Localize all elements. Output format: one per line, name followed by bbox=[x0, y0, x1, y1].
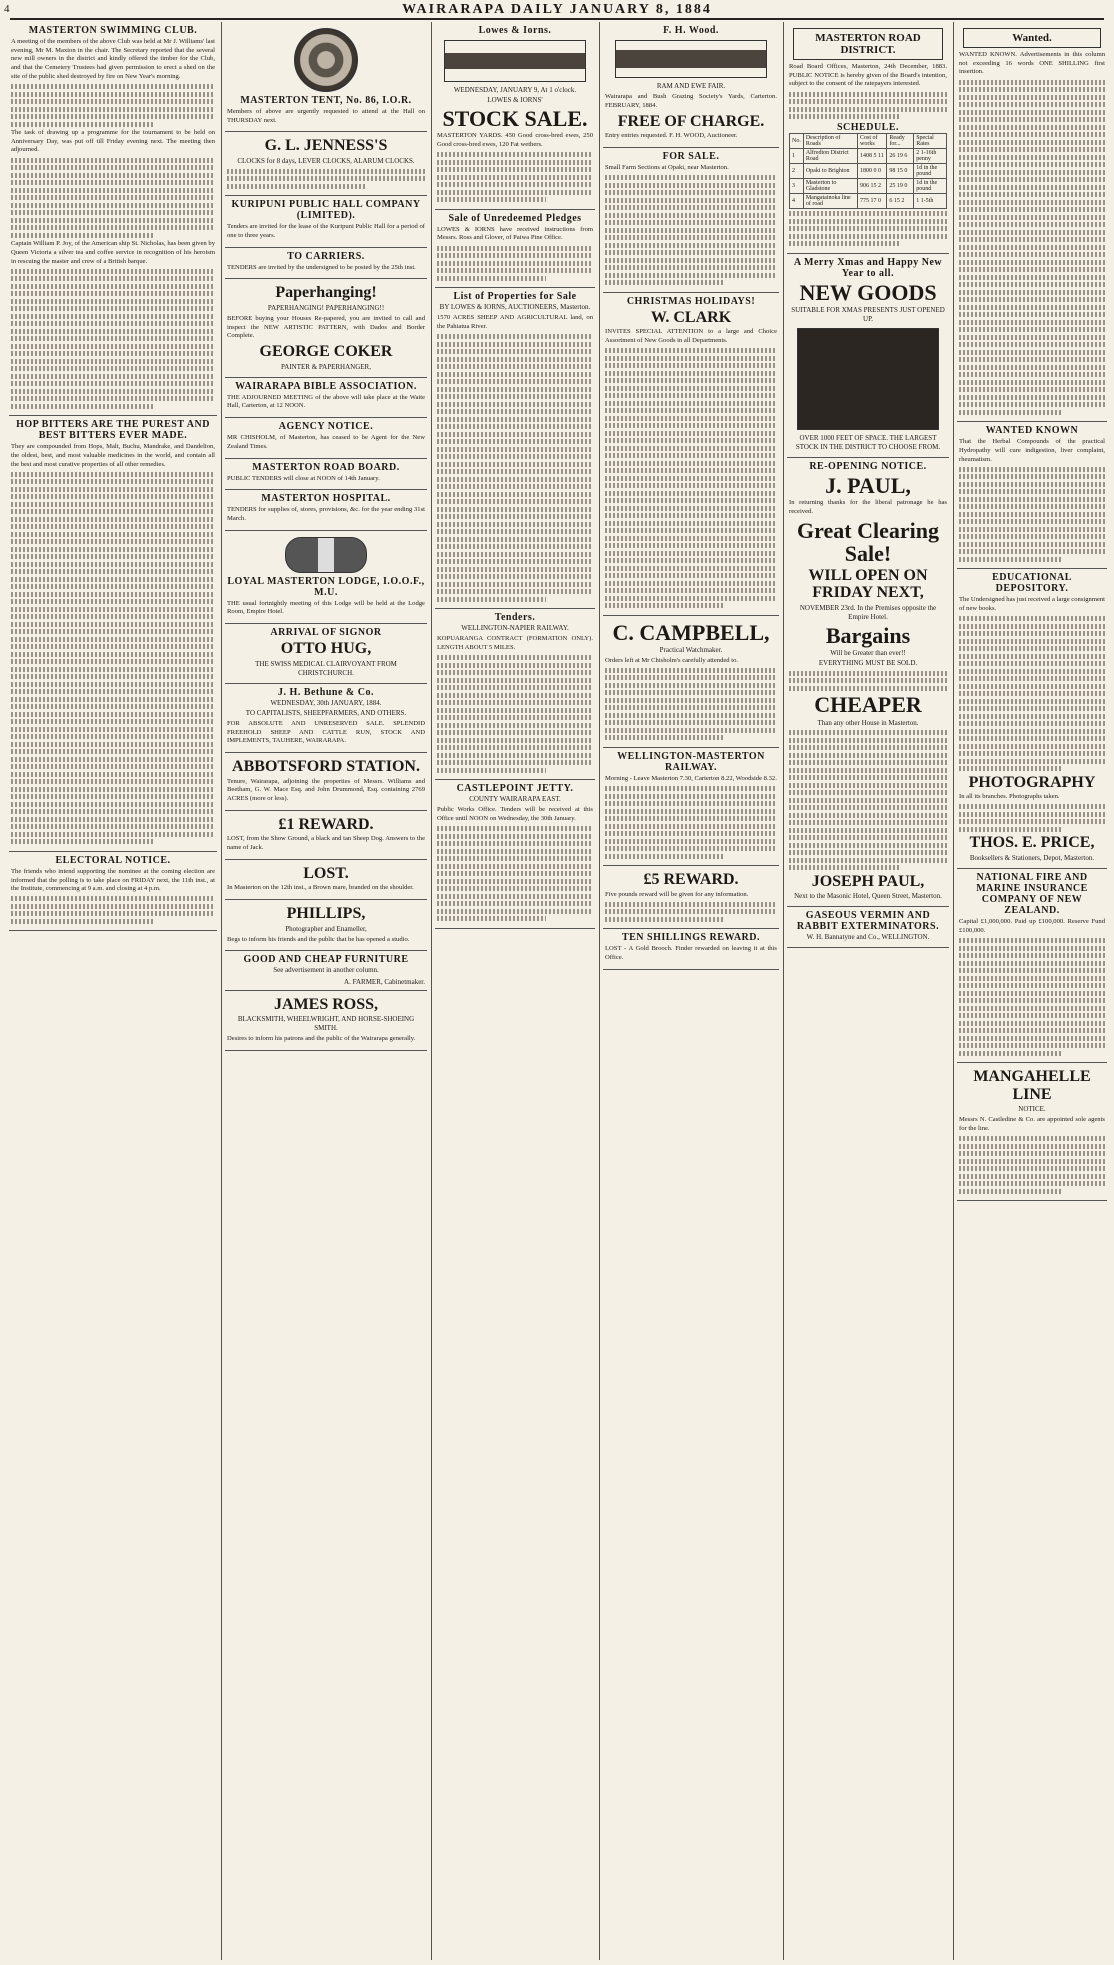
ad-subheading: Will be Greater than ever!! bbox=[830, 649, 906, 658]
ad-heading: PHILLIPS, bbox=[286, 905, 366, 923]
ad-heading: G. L. JENNESS'S bbox=[264, 137, 388, 155]
ad-text: Capital £1,000,000. Paid up £100,000. Reserve Fund £100,000. bbox=[959, 918, 1105, 934]
ad-text: Public Works Office. Tenders will be received at this Office until NOON on Wednesday, the 30th January. bbox=[437, 806, 593, 822]
ad-text: The Undersigned has just received a large consignment of new books. bbox=[959, 596, 1105, 612]
ad-stock-sale bbox=[435, 22, 595, 210]
ad-text: KOPUARANGA CONTRACT (FORMATION ONLY). LENGTH ABOUT 5 MILES. bbox=[437, 635, 593, 651]
ad-text: PAINTER & PAPERHANGER, bbox=[281, 362, 371, 371]
ad-re-opening bbox=[787, 458, 949, 907]
ad-subheading: WELLINGTON-NAPIER RAILWAY. bbox=[461, 624, 569, 633]
ad-text: MASTERTON YARDS. 450 Good cross-bred ewes, 250 Good cross-bred ewes, 120 Fat wethers. bbox=[437, 132, 593, 148]
table-header-cell: Ready for... bbox=[887, 133, 914, 148]
page-number: 4 bbox=[4, 3, 10, 15]
ad-phillips bbox=[225, 900, 427, 951]
ad-for-sale bbox=[603, 148, 779, 293]
ad-tenders-railway bbox=[435, 609, 595, 780]
ad-title: STOCK SALE. bbox=[442, 106, 588, 132]
ad-title: Bargains bbox=[825, 623, 911, 649]
article-swimming-club bbox=[9, 22, 217, 416]
table-cell: 1800 0 0 bbox=[858, 163, 887, 178]
ad-bible bbox=[225, 378, 427, 418]
ad-subheading: PAPERHANGING! PAPERHANGING!! bbox=[267, 303, 385, 312]
ad-subheading: BLACKSMITH, WHEELWRIGHT, AND HORSE-SHOEING SMITH. bbox=[237, 1015, 415, 1033]
table-cell: Opaki to Brighton bbox=[803, 163, 857, 178]
table-row bbox=[790, 148, 947, 163]
ad-text: NOVEMBER 23rd. In the Premises opposite the Empire Hotel. bbox=[799, 603, 937, 622]
masthead bbox=[0, 0, 1114, 20]
ad-jenness bbox=[225, 132, 427, 196]
ad-heading: WAIRARAPA BIBLE ASSOCIATION. bbox=[235, 380, 417, 392]
ad-heading: RE-OPENING NOTICE. bbox=[809, 461, 927, 473]
table-cell: 2 bbox=[790, 163, 804, 178]
ad-name: C. CAMPBELL, bbox=[612, 619, 770, 645]
sheep-engraving-icon bbox=[615, 40, 767, 78]
column-1 bbox=[6, 22, 220, 1960]
ad-heading: MANGAHELLE LINE bbox=[973, 1068, 1091, 1103]
handshake-emblem-icon bbox=[285, 537, 367, 573]
ad-text: TENDERS for supplies of, stores, provisions, &c. for the year ending 31st March. bbox=[227, 506, 425, 522]
article-text: A meeting of the members of the above Club was held at Mr J. Williams' last evening, Mr M. Maxton in the chair. The Secretary reported that the several new mill owners in the district and kindly offered the timber for the Club, and that the Cemetery Trustees had given permission to erect a shed on the site of the public shed destroyed by fire on New Year's morning. bbox=[11, 38, 215, 80]
ad-text: Tenure, Wairarapa, adjoining the properties of Messrs. Williams and Beetham, G. W. Mace Esq. and John Drummond, Esq. containing 2769 ACRES (more or less). bbox=[227, 777, 425, 803]
ad-title: NEW GOODS bbox=[799, 279, 937, 305]
ad-text: In Masterton on the 12th inst., a Brown mare, branded on the shoulder. bbox=[227, 884, 414, 892]
article-text: They are compounded from Hops, Malt, Buchu, Mandrake, and Dandelion, the oldest, best, and most valuable medicines in the world, and contain all the best and most curative properties of all other remedies. bbox=[11, 443, 215, 468]
ad-text: 1570 ACRES SHEEP AND AGRICULTURAL land, on the Pahiatua River. bbox=[437, 314, 593, 330]
ad-text: Morning - Leave Masterton 7.30, Carterton 8.22, Woodside 8.32. bbox=[605, 774, 777, 782]
ad-text: THE SWISS MEDICAL CLAIRVOYANT FROM CHRISTCHURCH. bbox=[255, 659, 397, 677]
ad-text: Desires to inform his patrons and the public of the Wairarapa generally. bbox=[227, 1035, 416, 1043]
ad-name: OTTO HUG, bbox=[280, 640, 372, 658]
ad-text: BEFORE buying your Houses Re-papered, you are invited to call and inspect the NEW ARTISTIC PATTERN, with Dados and Border Complete. bbox=[227, 314, 425, 340]
table-row bbox=[790, 163, 947, 178]
table-cell: 26 19 6 bbox=[887, 148, 914, 163]
ad-heading: NATIONAL FIRE AND MARINE INSURANCE COMPANY OF NEW ZEALAND. bbox=[976, 872, 1088, 917]
ad-heading: Tenders. bbox=[494, 612, 536, 624]
ad-carriers bbox=[225, 248, 427, 280]
table-cell: 906 15 2 bbox=[858, 178, 887, 193]
ad-christmas-holidays bbox=[603, 293, 779, 616]
article-hop-bitters bbox=[9, 416, 217, 852]
table-header-cell: Description of Roads bbox=[803, 133, 857, 148]
ad-abbotsford bbox=[225, 753, 427, 811]
ad-heading: List of Properties for Sale bbox=[453, 291, 577, 303]
ad-subheading: TO CAPITALISTS, SHEEPFARMERS, AND OTHERS. bbox=[245, 708, 407, 717]
ad-text: Than any other House in Masterton. bbox=[817, 718, 919, 727]
table-cell: 1 bbox=[790, 148, 804, 163]
ad-subheading: COUNTY WAIRARAPA EAST. bbox=[469, 795, 561, 804]
ad-ram-fair bbox=[603, 22, 779, 148]
column-5 bbox=[784, 22, 952, 1960]
ad-heading: LOST. bbox=[303, 864, 349, 882]
ad-heading: Wanted. bbox=[963, 28, 1101, 48]
ad-text: Next to the Masonic Hotel, Queen Street, Masterton. bbox=[794, 892, 942, 901]
column-4 bbox=[600, 22, 782, 1960]
ad-subheading: SUITABLE FOR XMAS PRESENTS JUST OPENED UP. bbox=[791, 305, 945, 323]
ad-agency bbox=[225, 418, 427, 458]
ad-text: THE ADJOURNED MEETING of the above will take place at the Waite Hall, Carterton, at 12 NOON. bbox=[227, 393, 425, 410]
ad-name: THOS. E. PRICE, bbox=[969, 834, 1095, 852]
article-heading: ELECTORAL NOTICE. bbox=[55, 854, 171, 866]
table-header-cell: Cost of works bbox=[858, 133, 887, 148]
ad-heading: TEN SHILLINGS REWARD. bbox=[621, 932, 761, 944]
livestock-engraving-icon bbox=[444, 40, 586, 82]
ad-pledges bbox=[435, 210, 595, 288]
ad-heading: WELLINGTON-MASTERTON RAILWAY. bbox=[617, 750, 765, 773]
article-electoral-notice bbox=[9, 852, 217, 932]
ad-heading: WANTED KNOWN bbox=[985, 425, 1079, 437]
ad-wanted bbox=[957, 22, 1107, 422]
table-cell: Mangatainoka line of road bbox=[803, 193, 857, 208]
column-3 bbox=[432, 22, 598, 1960]
table-cell: 6 15 2 bbox=[887, 193, 914, 208]
ad-heading: Sale of Unredeemed Pledges bbox=[448, 212, 582, 224]
ad-heading: GOOD AND CHEAP FURNITURE bbox=[243, 954, 409, 966]
ad-name: W. CLARK bbox=[650, 308, 732, 326]
ad-subheading: WILL OPEN ON FRIDAY NEXT, bbox=[808, 566, 928, 602]
table-header-cell: No. bbox=[790, 133, 804, 148]
ad-title: FREE OF CHARGE. bbox=[617, 112, 765, 130]
article-text: The task of drawing up a programme for the tournament to be held on Anniversary Day, was put off till Friday evening next. The meeting then adjourned. bbox=[11, 129, 215, 154]
ad-heading: Paperhanging! bbox=[275, 284, 377, 302]
ad-heading: MASTERTON HOSPITAL. bbox=[261, 493, 391, 505]
ad-new-goods bbox=[787, 254, 949, 458]
ad-heading: GASEOUS VERMIN AND RABBIT EXTERMINATORS. bbox=[796, 910, 940, 933]
ad-text: Orders left at Mr Chisholm's carefully attended to. bbox=[605, 656, 739, 664]
ad-insurance bbox=[957, 869, 1107, 1063]
ad-heading: Lowes & Iorns. bbox=[478, 25, 552, 36]
ad-heading: A Merry Xmas and Happy New Year to all. bbox=[793, 256, 943, 279]
ad-five-pound-reward bbox=[603, 866, 779, 929]
ad-name: JOSEPH PAUL, bbox=[811, 872, 925, 890]
ad-paperhanging bbox=[225, 279, 427, 377]
ad-text: Road Board Offices, Masterton, 24th December, 1883. PUBLIC NOTICE is hereby given of the Board's intention, subject to the consent of the ratepayers interested. bbox=[789, 63, 947, 88]
article-text: Captain William P. Joy, of the American ship St. Nicholas, has been given by Queen Victoria a silver tea and coffee service in recognition of his heroism in rescuing the master and crew of a British barque. bbox=[11, 240, 215, 265]
ad-educational-depository bbox=[957, 569, 1107, 869]
ad-bethune bbox=[225, 684, 427, 753]
ad-text: OVER 1000 FEET OF SPACE. THE LARGEST STOCK IN THE DISTRICT TO CHOOSE FROM. bbox=[795, 433, 941, 451]
ad-exterminators bbox=[787, 907, 949, 948]
table-header-cell: Special Rates bbox=[914, 133, 947, 148]
ad-text: See advertisement in another column. bbox=[273, 966, 379, 975]
ad-text: Small Farm Sections at Opaki, near Masterton. bbox=[605, 163, 729, 171]
ad-text: Messrs N. Castledine & Co. are appointed sole agents for the line. bbox=[959, 1116, 1105, 1132]
ad-heading: £1 REWARD. bbox=[278, 815, 374, 833]
ad-tent-lodge bbox=[225, 22, 427, 132]
ad-text: In all its branches. Photographs taken. bbox=[959, 793, 1060, 801]
ad-roadboard bbox=[225, 459, 427, 491]
lodge-emblem-icon bbox=[294, 28, 358, 92]
table-header-row bbox=[790, 133, 947, 148]
table-cell: 3 bbox=[790, 178, 804, 193]
ad-herbal bbox=[957, 422, 1107, 569]
ad-text: PUBLIC TENDERS will close at NOON of 14th January. bbox=[227, 474, 380, 482]
ad-heading: LOYAL MASTERTON LODGE, I.O.O.F., M.U. bbox=[227, 575, 425, 598]
masthead-rule bbox=[10, 18, 1104, 20]
article-text: The friends who intend supporting the nominee at the coming election are informed that the polling is to take place on FRIDAY next, the 11th inst., at the Institute, commencing at 9 a.m. and closing at 4 p.m. bbox=[11, 867, 215, 893]
table-cell: 775 17 0 bbox=[858, 193, 887, 208]
ad-furniture bbox=[225, 951, 427, 990]
table-cell: 25 19 0 bbox=[887, 178, 914, 193]
ad-subheading: Practical Watchmaker. bbox=[659, 645, 723, 654]
ad-text: Booksellers & Stationers, Depot, Masterton. bbox=[969, 854, 1095, 863]
article-heading: HOP BITTERS ARE THE PUREST AND BEST BITTERS EVER MADE. bbox=[16, 419, 210, 442]
ad-ten-shillings bbox=[603, 929, 779, 969]
ad-road-district bbox=[787, 22, 949, 254]
ad-heading: MASTERTON ROAD DISTRICT. bbox=[793, 28, 943, 60]
ad-subheading: BY LOWES & IORNS, AUCTIONEERS, Masterton. bbox=[439, 303, 591, 312]
ad-text: THE usual fortnightly meeting of this Lodge will be held at the Lodge Room, Empire Hotel. bbox=[227, 599, 425, 616]
ad-otto-hug bbox=[225, 624, 427, 684]
ad-subheading: Photographer and Enameller, bbox=[285, 924, 367, 933]
ad-text: That the Herbal Compounds of the practical Hydropathy will cure indigestion, liver complaint, rheumatism. bbox=[959, 438, 1105, 463]
ad-text: Entry entries requested. F. H. WOOD, Auctioneer. bbox=[605, 132, 738, 140]
schedule-table bbox=[789, 133, 947, 209]
ad-heading: CHRISTMAS HOLIDAYS! bbox=[626, 295, 756, 307]
ad-james-ross bbox=[225, 991, 427, 1051]
ad-text: LOWES & IORNS have received instructions from Messrs. Ross and Glover, of Paiwa Pine Office. bbox=[437, 225, 593, 242]
table-cell: 1408 5 11 bbox=[858, 148, 887, 163]
ad-subheading: RAM AND EWE FAIR. bbox=[656, 82, 726, 90]
ad-date: WEDNESDAY, JANUARY 9, At 1 o'clock. bbox=[453, 86, 577, 94]
ad-text: W. H. Bannatyne and Co., WELLINGTON. bbox=[806, 933, 930, 942]
ad-campbell bbox=[603, 616, 779, 748]
table-row bbox=[790, 178, 947, 193]
ad-title: PHOTOGRAPHY bbox=[968, 773, 1096, 791]
ad-text: WANTED KNOWN. Advertisements in this column not exceeding 16 words ONE SHILLING first insertion. bbox=[959, 51, 1105, 76]
ad-properties bbox=[435, 288, 595, 609]
ad-heading: £5 REWARD. bbox=[643, 871, 739, 889]
ad-text: Members of above are urgently requested to attend at the Hall on THURSDAY next. bbox=[227, 108, 425, 124]
ad-railway-timetable bbox=[603, 748, 779, 866]
table-cell: Masterton to Gladstone bbox=[803, 178, 857, 193]
ad-lost bbox=[225, 860, 427, 900]
ad-heading: EDUCATIONAL DEPOSITORY. bbox=[992, 572, 1072, 595]
article-heading: MASTERTON SWIMMING CLUB. bbox=[28, 25, 198, 36]
ad-heading: ABBOTSFORD STATION. bbox=[232, 758, 420, 776]
ad-castlepoint bbox=[435, 780, 595, 929]
ad-heading: F. H. Wood. bbox=[663, 25, 719, 36]
ad-heading: TO CARRIERS. bbox=[287, 250, 365, 262]
ad-reward bbox=[225, 811, 427, 860]
ad-text: Tenders are invited for the lease of the Kuripuni Public Hall for a period of one to three years. bbox=[227, 223, 425, 239]
ad-text: TENDERS are invited by the undersigned to be posted by the 25th inst. bbox=[227, 263, 416, 271]
table-cell: 1d in the pound bbox=[914, 163, 947, 178]
ad-heading: ARRIVAL OF SIGNOR bbox=[270, 627, 382, 639]
table-cell: 1d in the pound bbox=[914, 178, 947, 193]
ad-heading: JAMES ROSS, bbox=[273, 995, 379, 1013]
ad-text: INVITES SPECIAL ATTENTION to a large and Choice Assortment of New Goods in all Departments. bbox=[605, 328, 777, 344]
store-banner-icon bbox=[797, 328, 939, 430]
ad-text: Begs to inform his friends and the public that he has opened a studio. bbox=[227, 935, 410, 943]
ad-text: LOST - A Gold Brooch. Finder rewarded on leaving it at this Office. bbox=[605, 945, 777, 962]
ad-text: CLOCKS for 8 days, LEVER CLOCKS, ALARUM CLOCKS. bbox=[237, 157, 415, 165]
ad-heading: AGENCY NOTICE. bbox=[278, 421, 374, 433]
table-cell: 98 15 0 bbox=[887, 163, 914, 178]
ad-text: Wairarapa and Bush Grazing Society's Yards, Carterton. FEBRUARY, 1884. bbox=[605, 93, 777, 109]
table-cell: 1 1-5th bbox=[914, 193, 947, 208]
column-6 bbox=[954, 22, 1110, 1960]
ad-title: CHEAPER bbox=[814, 692, 922, 718]
ad-subheading: NOTICE. bbox=[1018, 1105, 1046, 1114]
ad-heading: J. H. Bethune & Co. bbox=[278, 686, 374, 698]
ad-signature: A. FARMER, Cabinetmaker. bbox=[344, 977, 425, 986]
ad-name: GEORGE COKER bbox=[259, 343, 393, 360]
ad-text: MR CHISHOLM, of Masterton, has ceased to be Agent for the New Zealand Times. bbox=[227, 434, 425, 450]
ad-text: Five pounds reward will be given for any information. bbox=[605, 890, 749, 898]
column-2 bbox=[222, 22, 430, 1960]
table-cell: 4 bbox=[790, 193, 804, 208]
ad-subheading: LOWES & IORNS' bbox=[487, 96, 543, 105]
ad-heading: MASTERTON TENT, No. 86, I.O.R. bbox=[240, 95, 412, 106]
ad-text: In returning thanks for the liberal patronage he has received. bbox=[789, 499, 947, 515]
ad-date: WEDNESDAY, 30th JANUARY, 1884. bbox=[270, 698, 382, 707]
ad-text: LOST, from the Show Ground, a black and tan Sheep Dog. Answers to the name of Jack. bbox=[227, 835, 425, 852]
ad-text: EVERYTHING MUST BE SOLD. bbox=[818, 659, 918, 668]
ad-title: Great Clearing Sale! bbox=[797, 517, 939, 566]
ad-lodge bbox=[225, 531, 427, 624]
ad-kuripuni bbox=[225, 196, 427, 247]
ad-heading: KURIPUNI PUBLIC HALL COMPANY (LIMITED). bbox=[231, 199, 421, 222]
newspaper-title: WAIRARAPA DAILY JANUARY 8, 1884 bbox=[402, 2, 712, 17]
table-row bbox=[790, 193, 947, 208]
table-cell: 2 1-16th penny bbox=[914, 148, 947, 163]
ad-name: J. PAUL, bbox=[825, 473, 911, 499]
schedule-heading: SCHEDULE. bbox=[836, 121, 899, 133]
ad-heading: MASTERTON ROAD BOARD. bbox=[252, 461, 400, 473]
ad-heading: CASTLEPOINT JETTY. bbox=[456, 783, 574, 795]
ad-hospital bbox=[225, 490, 427, 530]
ad-heading: FOR SALE. bbox=[662, 150, 720, 162]
ad-mangahelle-line bbox=[957, 1063, 1107, 1201]
ad-text: FOR ABSOLUTE AND UNRESERVED SALE. SPLENDID FREEHOLD SHEEP AND CATTLE RUN, STOCK AND IMPLEMENTS, TAUHERE, WAIRARAPA. bbox=[227, 719, 425, 745]
table-cell: Alfredton District Road bbox=[803, 148, 857, 163]
